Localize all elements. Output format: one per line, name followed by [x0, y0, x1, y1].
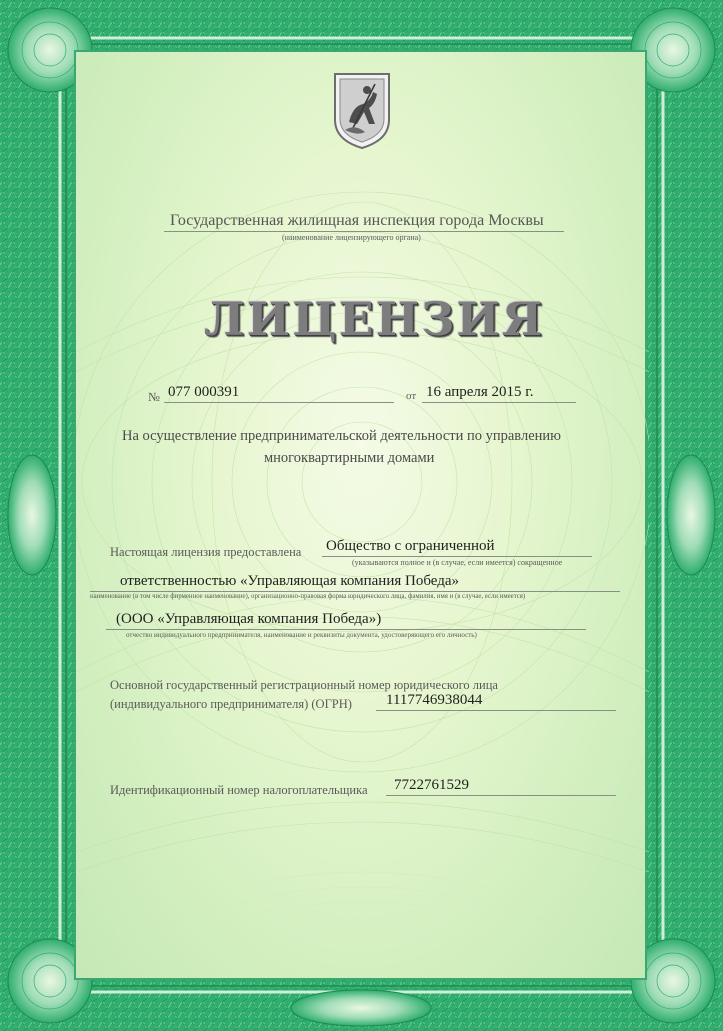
licensee-underline-3	[106, 629, 586, 630]
licensee-caption-3: отчество индивидуального предпринимателя, наименование и реквизиты документа, удостоверяющего его личность)	[126, 631, 477, 639]
licensee-underline-2	[90, 591, 620, 592]
document-body	[74, 50, 647, 980]
licensee-label: Настоящая лицензия предоставлена	[110, 545, 302, 559]
inn-label: Идентификационный номер налогоплательщика	[110, 783, 368, 797]
guilloche-background	[76, 52, 649, 982]
date-underline	[422, 402, 576, 403]
licensee-caption-2: наименование (в том числе фирменное наименование), организационно-правовая форма юридического лица, фамилия, имя и (в случае, если имеется)	[90, 593, 526, 600]
ogrn-label-2: (индивидуального предпринимателя) (ОГРН)	[110, 697, 352, 711]
licensee-line-3: (ООО «Управляющая компания Победа»)	[116, 611, 382, 627]
license-date: 16 апреля 2015 г.	[426, 384, 534, 400]
authority-underline	[164, 231, 564, 232]
date-prefix: от	[406, 390, 417, 402]
authority-caption: (наименование лицензирующего органа)	[282, 233, 421, 242]
ogrn-underline	[376, 710, 616, 711]
document-title: ЛИЦЕНЗИЯ	[204, 292, 545, 346]
licensee-line-1: Общество с ограниченной	[326, 538, 495, 554]
number-sign: №	[148, 390, 160, 404]
license-number: 077 000391	[168, 384, 240, 400]
inn-underline	[386, 795, 616, 796]
purpose-line-1: На осуществление предпринимательской деятельности по управлению	[122, 428, 561, 444]
licensee-line-2: ответственностью «Управляющая компания Победа»	[120, 573, 460, 589]
licensee-caption-1: (указываются полное и (в случае, если имеется) сокращенное	[352, 558, 563, 567]
inn-value: 7722761529	[394, 777, 469, 793]
ogrn-value: 1117746938044	[386, 692, 483, 708]
moscow-coat-of-arms-icon	[331, 70, 393, 150]
licensee-underline-1	[322, 556, 592, 557]
number-underline	[164, 402, 394, 403]
ogrn-label-1: Основной государственный регистрационный номер юридического лица	[110, 678, 498, 692]
purpose-line-2: многоквартирными домами	[264, 450, 435, 466]
licensing-authority-name: Государственная жилищная инспекция города Москвы	[170, 212, 544, 229]
